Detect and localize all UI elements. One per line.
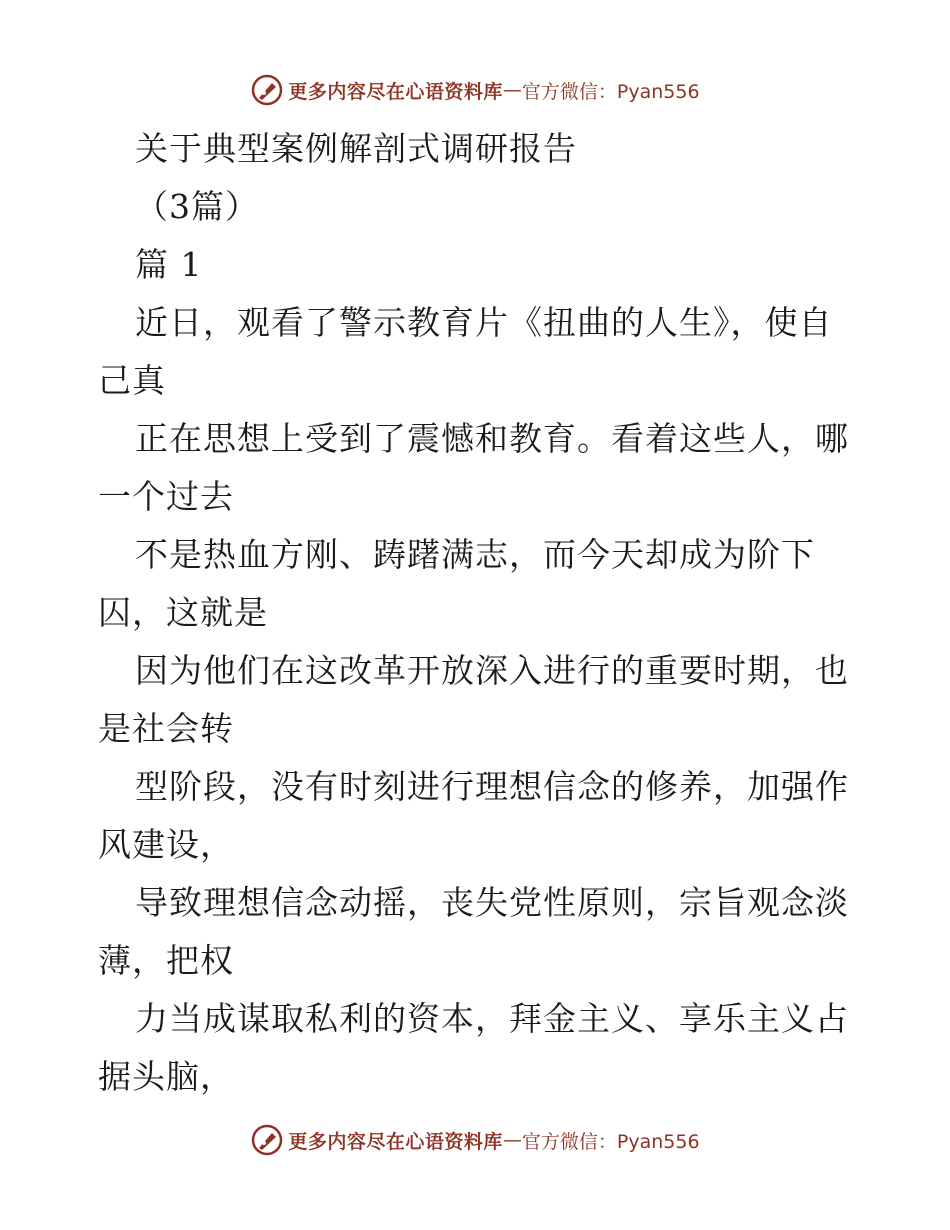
- paragraph-line: 据头脑，: [98, 1057, 234, 1096]
- watermark-separator: —: [502, 79, 522, 101]
- paragraph-line: 正在思想上受到了震憾和教育。看着这些人，哪: [135, 419, 849, 458]
- paragraph-line: 导致理想信念动摇，丧失党性原则，宗旨观念淡: [135, 883, 849, 922]
- document-body: [98, 120, 858, 1106]
- paragraph-line: 因为他们在这改革开放深入进行的重要时期，也: [135, 651, 849, 690]
- paragraph-line: 一个过去: [98, 477, 234, 516]
- pen-nib-logo-icon: [250, 73, 284, 107]
- paragraph-line: 不是热血方刚、踌躇满志，而今天却成为阶下: [135, 535, 815, 574]
- watermark-text: 更多内容尽在心语资料库: [288, 80, 503, 103]
- header-watermark: [0, 70, 950, 110]
- pen-nib-logo-icon: [250, 1123, 284, 1157]
- paragraph-line: 是社会转: [98, 709, 234, 748]
- paragraph-line: 型阶段，没有时刻进行理想信念的修养，加强作: [135, 767, 849, 806]
- paragraph-line: 囚，这就是: [98, 593, 268, 632]
- watermark-account: 官方微信：Pyan556: [521, 80, 700, 103]
- paragraph-line: 己真: [98, 361, 166, 400]
- section-heading: 篇 1: [135, 245, 203, 284]
- paragraph-line: 近日，观看了警示教育片《扭曲的人生》，使自: [135, 303, 833, 342]
- document-subtitle: （3篇）: [135, 187, 259, 226]
- watermark-text: 更多内容尽在心语资料库: [288, 1130, 503, 1153]
- document-title: 关于典型案例解剖式调研报告: [135, 129, 577, 168]
- watermark-separator: —: [502, 1129, 522, 1151]
- watermark-account: 官方微信：Pyan556: [521, 1130, 700, 1153]
- footer-watermark: [0, 1120, 950, 1160]
- paragraph-line: 薄，把权: [98, 941, 234, 980]
- paragraph-line: 风建设，: [98, 825, 234, 864]
- paragraph-line: 力当成谋取私利的资本，拜金主义、享乐主义占: [135, 999, 849, 1038]
